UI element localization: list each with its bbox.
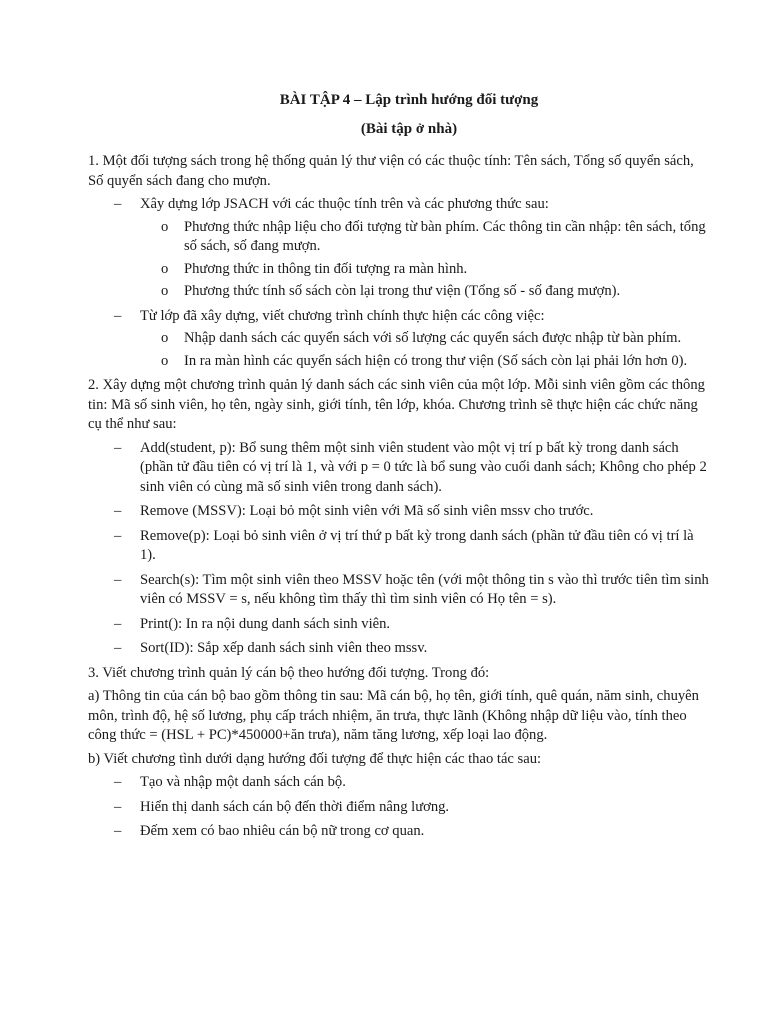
circle-marker: o — [161, 218, 169, 235]
dash-marker: – — [114, 527, 122, 544]
q3-part-a: a) Thông tin của cán bộ bao gồm thông tin sau: Mã cán bộ, họ tên, giới tính, quê quán, năm sinh, chuyên môn, trình độ, hệ số lương, phụ cấp trách nhiệm, ăn trưa, thực lãnh (Không nhập dữ liệu vào, tính theo công thức = (HSL + PC)*450000+ăn trưa), năm tăng lương, xếp loại lao động. — [88, 688, 699, 743]
list-item-text: Sort(ID): Sắp xếp danh sách sinh viên theo mssv. — [140, 640, 428, 656]
dash-marker: – — [114, 640, 122, 656]
circle-marker: o — [161, 330, 169, 346]
list-item — [161, 329, 710, 349]
list-item — [114, 502, 710, 522]
list-item — [114, 615, 710, 635]
circle-marker: o — [161, 352, 169, 369]
list-item — [161, 282, 710, 302]
list-item-text: Đếm xem có bao nhiêu cán bộ nữ trong cơ quan. — [140, 823, 425, 839]
list-item — [114, 798, 710, 818]
q3-b-list — [88, 773, 710, 842]
dash-marker: – — [114, 571, 122, 588]
q3-intro: 3. Viết chương trình quản lý cán bộ theo hướng đối tượng. Trong đó: — [88, 664, 490, 681]
list-item — [114, 195, 710, 302]
list-item-text: In ra màn hình các quyển sách hiện có trong thư viện (Số sách còn lại phải lớn hơn 0). — [184, 352, 688, 369]
list-item-text: Phương thức tính số sách còn lại trong thư viện (Tổng số - số đang mượn). — [184, 283, 621, 299]
dash-marker: – — [114, 196, 122, 212]
list-item — [114, 773, 710, 793]
list-item-text: Phương thức in thông tin đối tượng ra màn hình. — [184, 260, 468, 277]
list-item — [114, 571, 710, 610]
list-item-text: Remove (MSSV): Loại bỏ một sinh viên với Mã số sinh viên mssv cho trước. — [140, 503, 594, 519]
list-item — [114, 822, 710, 842]
q1-b1-sublist — [140, 218, 710, 302]
list-item — [114, 639, 710, 659]
list-item — [114, 307, 710, 372]
q2-list — [88, 439, 710, 659]
list-item — [161, 352, 710, 372]
dash-marker: – — [114, 823, 122, 839]
q2-intro: 2. Xây dựng một chương trình quản lý danh sách các sinh viên của một lớp. Mỗi sinh viên gồm các thông tin: Mã số sinh viên, họ tên, ngày sinh, giới tính, tên lớp, khóa. Chương trình sẽ thực hiện các chức năng cụ thể như sau: — [88, 377, 705, 432]
dash-marker: – — [114, 615, 122, 632]
list-item-text: Print(): In ra nội dung danh sách sinh viên. — [140, 615, 391, 632]
circle-marker: o — [161, 260, 169, 277]
dash-marker: – — [114, 307, 122, 324]
circle-marker: o — [161, 283, 169, 299]
list-item — [114, 527, 710, 566]
doc-subtitle: (Bài tập ở nhà) — [360, 121, 458, 137]
doc-title: BÀI TẬP 4 – Lập trình hướng đối tượng — [279, 92, 539, 108]
list-item — [114, 439, 710, 498]
list-item-text: Hiển thị danh sách cán bộ đến thời điểm nâng lương. — [140, 798, 450, 815]
list-item-text: Search(s): Tìm một sinh viên theo MSSV hoặc tên (với một thông tin s vào thì trước tiên tìm sinh viên có MSSV = s, nếu không tìm thấy thì tìm sinh viên có Họ tên = s). — [140, 571, 709, 607]
dash-marker: – — [114, 439, 122, 456]
q1-b2-sublist — [140, 329, 710, 371]
list-item-text: Nhập danh sách các quyển sách với số lượng các quyển sách được nhập từ bàn phím. — [184, 330, 682, 346]
list-item — [161, 218, 710, 257]
dash-marker: – — [114, 503, 122, 519]
list-item-text: Remove(p): Loại bỏ sinh viên ở vị trí thứ p bất kỳ trong danh sách (phần tử đầu tiên có vị trí là 1). — [140, 527, 694, 563]
list-item-text: Từ lớp đã xây dựng, viết chương trình chính thực hiện các công việc: — [140, 307, 545, 324]
list-item-text: Xây dựng lớp JSACH với các thuộc tính trên và các phương thức sau: — [140, 196, 549, 212]
list-item-text: Tạo và nhập một danh sách cán bộ. — [140, 774, 346, 790]
dash-marker: – — [114, 798, 122, 815]
list-item — [161, 260, 710, 280]
dash-marker: – — [114, 774, 122, 790]
q1-intro: 1. Một đối tượng sách trong hệ thống quản lý thư viện có các thuộc tính: Tên sách, Tổng số quyển sách, Số quyển sách đang cho mượn. — [88, 153, 694, 189]
list-item-text: Add(student, p): Bổ sung thêm một sinh viên student vào một vị trí p bất kỳ trong danh sách (phần tử đầu tiên có vị trí là 1, và với p = 0 tức là bổ sung vào cuối danh sách; Không cho phép 2 sinh viên có cùng mã số sinh viên trong danh sách). — [140, 439, 707, 495]
q3-part-b: b) Viết chương tình dưới dạng hướng đối tượng để thực hiện các thao tác sau: — [88, 750, 542, 767]
q1-list — [88, 195, 710, 371]
list-item-text: Phương thức nhập liệu cho đối tượng từ bàn phím. Các thông tin cần nhập: tên sách, tổng số sách, số đang mượn. — [184, 218, 706, 254]
